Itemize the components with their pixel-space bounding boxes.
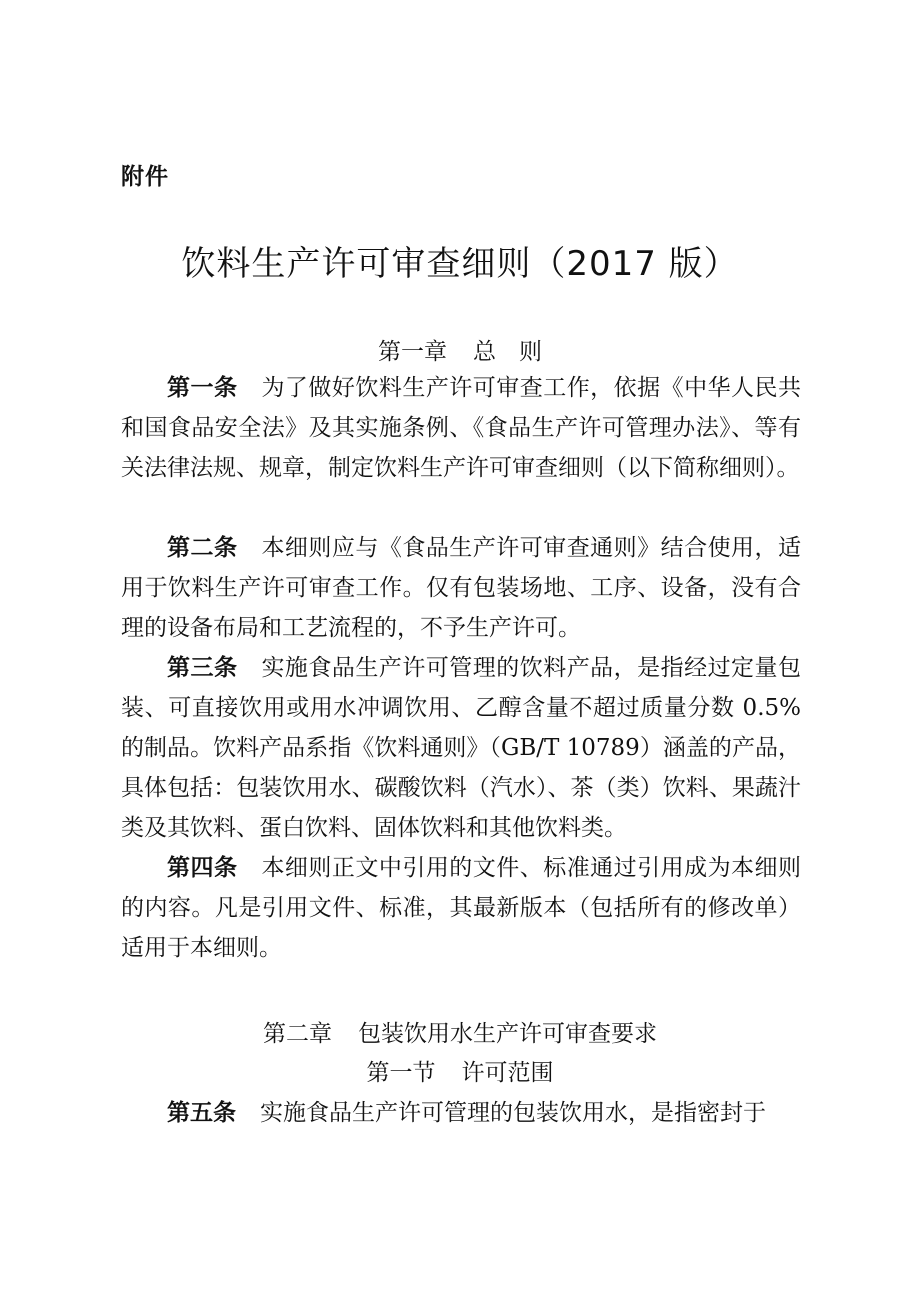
article-5-text: 实施食品生产许可管理的包装饮用水，是指密封于 [260,1100,766,1126]
article-3-label: 第三条 [167,655,238,681]
article-4 [121,848,801,968]
article-2-text: 本细则应与《食品生产许可审查通则》结合使用，适用于饮料生产许可审查工作。仅有包装场地、工序、设备，没有合理的设备布局和工艺流程的，不予生产许可。 [121,535,802,641]
article-3-text: 实施食品生产许可管理的饮料产品，是指经过定量包装、可直接饮用或用水冲调饮用、乙醇含量不超过质量分数 0.5%的制品。饮料产品系指《饮料通则》（GB/T 10789）涵盖的产品，具体包括：包装饮用水、碳酸饮料（汽水）、茶（类）饮料、果蔬汁类及其饮料、蛋白饮料、固体饮料和其他饮料类。 [121,655,802,841]
article-2-label: 第二条 [167,535,238,561]
article-2 [121,528,801,648]
article-5 [121,1093,801,1133]
chapter-2-label: 第二章 [263,1021,332,1047]
article-1-text: 为了做好饮料生产许可审查工作，依据《中华人民共和国食品安全法》及其实施条例、《食品生产许可管理办法》、等有关法律法规、规章，制定饮料生产许可审查细则（以下简称细则）。 [121,375,802,481]
article-4-text: 本细则正文中引用的文件、标准通过引用成为本细则的内容。凡是引用文件、标准，其最新版本（包括所有的修改单）适用于本细则。 [121,855,802,961]
section-1-heading [0,1054,920,1087]
chapter-1-label: 第一章 [378,339,447,365]
chapter-1-name: 总 则 [473,339,542,365]
section-1-label: 第一节 [366,1060,436,1086]
article-1-label: 第一条 [167,375,238,401]
chapter-2-name: 包装饮用水生产许可审查要求 [358,1021,657,1047]
article-5-label: 第五条 [167,1100,236,1126]
document-title: 饮料生产许可审查细则（2017 版） [181,244,739,284]
chapter-1-heading [0,333,920,366]
article-4-label: 第四条 [167,855,238,881]
article-3 [121,648,801,848]
chapter-2-heading [0,1015,920,1048]
attachment-label: 附件 [121,164,169,190]
article-1 [121,368,801,488]
section-1-name: 许可范围 [461,1060,554,1086]
